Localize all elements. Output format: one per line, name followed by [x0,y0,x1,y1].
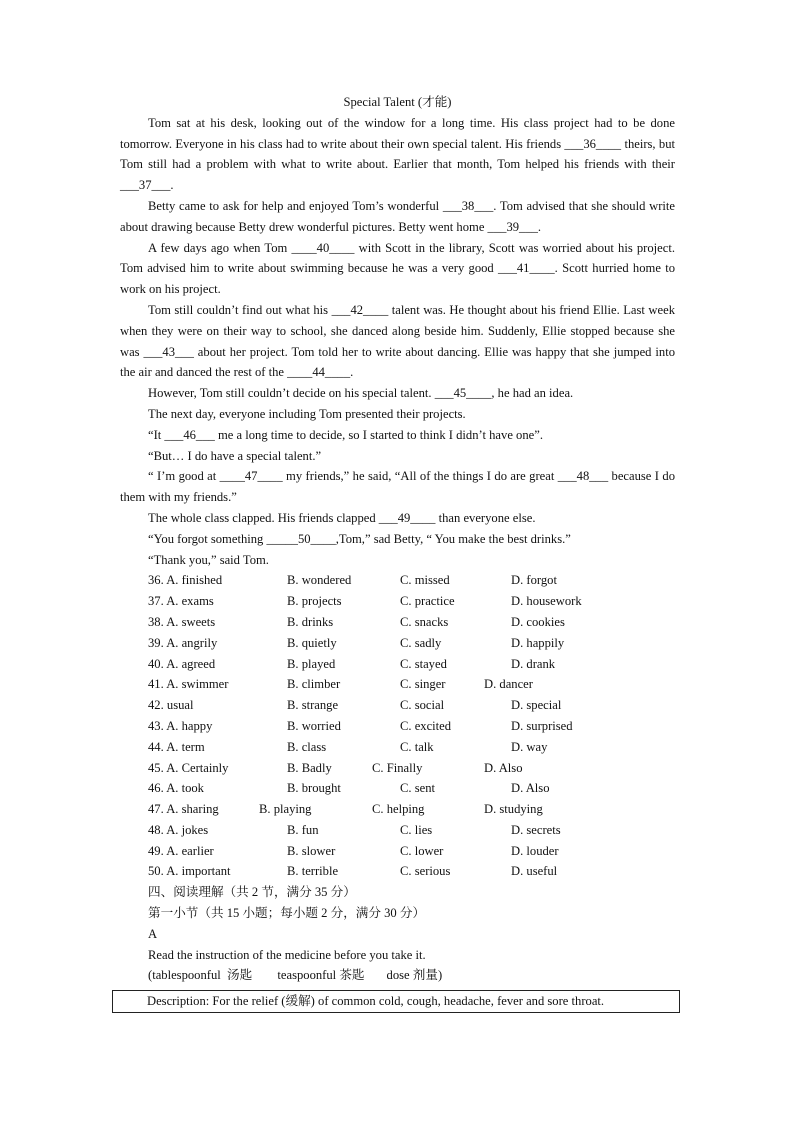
document-page [120,92,675,986]
option-b: B. fun [287,822,319,837]
option-d: D. dancer [484,677,533,692]
option-d: D. special [511,698,562,713]
option-c: C. Finally [372,760,423,775]
option-a: 45. A. Certainly [148,760,229,775]
option-row [148,861,675,882]
option-d: D. studying [484,802,543,817]
description-box: Description: For the relief (缓解) of common cold, cough, headache, fever and sore throat. [112,990,680,1013]
passage-paragraph: A few days ago when Tom ____40____ with Scott in the library, Scott was worried about his project. Tom advised him to write about swimming because he was a very good ___41____. Scott hurried home to work on his project. [120,240,675,297]
option-c: C. lies [400,822,433,837]
option-b: B. worried [287,718,341,733]
option-d: D. housework [511,594,582,609]
option-b: B. wondered [287,573,352,588]
passage-paragraph: Tom sat at his desk, looking out of the window for a long time. His class project had to be done tomorrow. Everyone in his class had to write about their own special talent. His friends ___36____ theirs, but Tom still had a problem with what to write about. Earlier that month, Tom helped his friends with their ___37___. [120,115,675,193]
option-d: D. forgot [511,573,557,588]
option-row [148,737,675,758]
option-d: D. cookies [511,614,565,629]
option-b: B. class [287,739,327,754]
option-a: 42. usual [148,698,194,713]
option-row [148,633,675,654]
option-b: B. drinks [287,614,334,629]
option-d: D. useful [511,864,558,879]
passage-paragraph: “It ___46___ me a long time to decide, so I started to think I didn’t have one”. [148,427,543,442]
subsection-heading: 第一小节（共 15 小题；每小题 2 分，满分 30 分） [148,906,426,921]
option-a: 43. A. happy [148,718,213,733]
section-heading: 四、阅读理解（共 2 节，满分 35 分） [148,885,356,900]
option-d: D. Also [484,760,523,775]
option-c: C. stayed [400,656,447,671]
passage-paragraph: Tom still couldn’t find out what his ___42____ talent was. He thought about his friend Ellie. Last week when they were on their way to school, she danced along beside him. Suddenly, Ellie stopped because she was ___43___ about her project. Tom told her to write about dancing. Ellie was happy that she jumped into the air and danced the rest of the ____44____. [120,302,675,380]
option-b: B. playing [259,802,312,817]
option-b: B. climber [287,677,341,692]
passage-paragraph: “But… I do have a special talent.” [148,448,322,463]
option-c: C. sent [400,781,435,796]
option-row [148,841,675,862]
option-row [148,674,675,695]
option-a: 39. A. angrily [148,635,218,650]
option-c: C. talk [400,739,434,754]
option-c: C. missed [400,573,450,588]
passage-paragraph: Betty came to ask for help and enjoyed Tom’s wonderful ___38___. Tom advised that she should write about drawing because Betty drew wonderful pictures. Betty went home ___39___. [120,198,675,234]
options-list [120,570,675,882]
option-d: D. louder [511,843,559,858]
option-row [148,591,675,612]
option-c: C. helping [372,802,425,817]
option-c: C. singer [400,677,446,692]
option-a: 48. A. jokes [148,822,209,837]
option-row [148,778,675,799]
part-label: A [148,926,158,941]
option-c: C. lower [400,843,444,858]
option-row [148,654,675,675]
passage-paragraph: However, Tom still couldn’t decide on his special talent. ___45____, he had an idea. [148,386,574,401]
passage-paragraph: “ I’m good at ____47____ my friends,” he said, “All of the things I do are great ___48___ because I do them with my friends.” [120,469,675,505]
option-d: D. surprised [511,718,573,733]
option-b: B. quietly [287,635,337,650]
option-row [148,758,675,779]
option-d: D. happily [511,635,565,650]
option-row [148,695,675,716]
option-a: 41. A. swimmer [148,677,229,692]
passage-paragraph: “Thank you,” said Tom. [148,552,269,567]
option-b: B. projects [287,594,342,609]
option-a: 46. A. took [148,781,204,796]
option-d: D. secrets [511,822,561,837]
glossary-text: (tablespoonful 汤匙 teaspoonful 茶匙 dose 剂量) [148,968,443,983]
option-a: 49. A. earlier [148,843,214,858]
option-a: 47. A. sharing [148,802,219,817]
option-b: B. slower [287,843,336,858]
option-a: 36. A. finished [148,573,223,588]
option-b: B. played [287,656,336,671]
option-c: C. practice [400,594,455,609]
option-a: 40. A. agreed [148,656,216,671]
option-b: B. terrible [287,864,339,879]
option-c: C. sadly [400,635,442,650]
option-row [148,570,675,591]
option-c: C. snacks [400,614,449,629]
option-c: C. serious [400,864,451,879]
option-row [148,716,675,737]
option-b: B. brought [287,781,341,796]
option-row [148,799,675,820]
option-a: 38. A. sweets [148,614,216,629]
option-d: D. Also [511,781,550,796]
option-b: B. Badly [287,760,332,775]
option-a: 44. A. term [148,739,205,754]
passage-paragraph: “You forgot something _____50____,Tom,” sad Betty, “ You make the best drinks.” [148,531,571,546]
option-b: B. strange [287,698,339,713]
option-a: 37. A. exams [148,594,214,609]
passage-paragraph: The next day, everyone including Tom presented their projects. [148,406,466,421]
instruction-text: Read the instruction of the medicine before you take it. [148,947,426,962]
passage-title: Special Talent (才能) [343,95,452,109]
option-row [148,612,675,633]
option-d: D. way [511,739,548,754]
option-d: D. drank [511,656,556,671]
option-row [148,820,675,841]
passage-paragraph: The whole class clapped. His friends clapped ___49____ than everyone else. [148,510,536,525]
option-c: C. excited [400,718,452,733]
option-a: 50. A. important [148,864,231,879]
option-c: C. social [400,698,445,713]
